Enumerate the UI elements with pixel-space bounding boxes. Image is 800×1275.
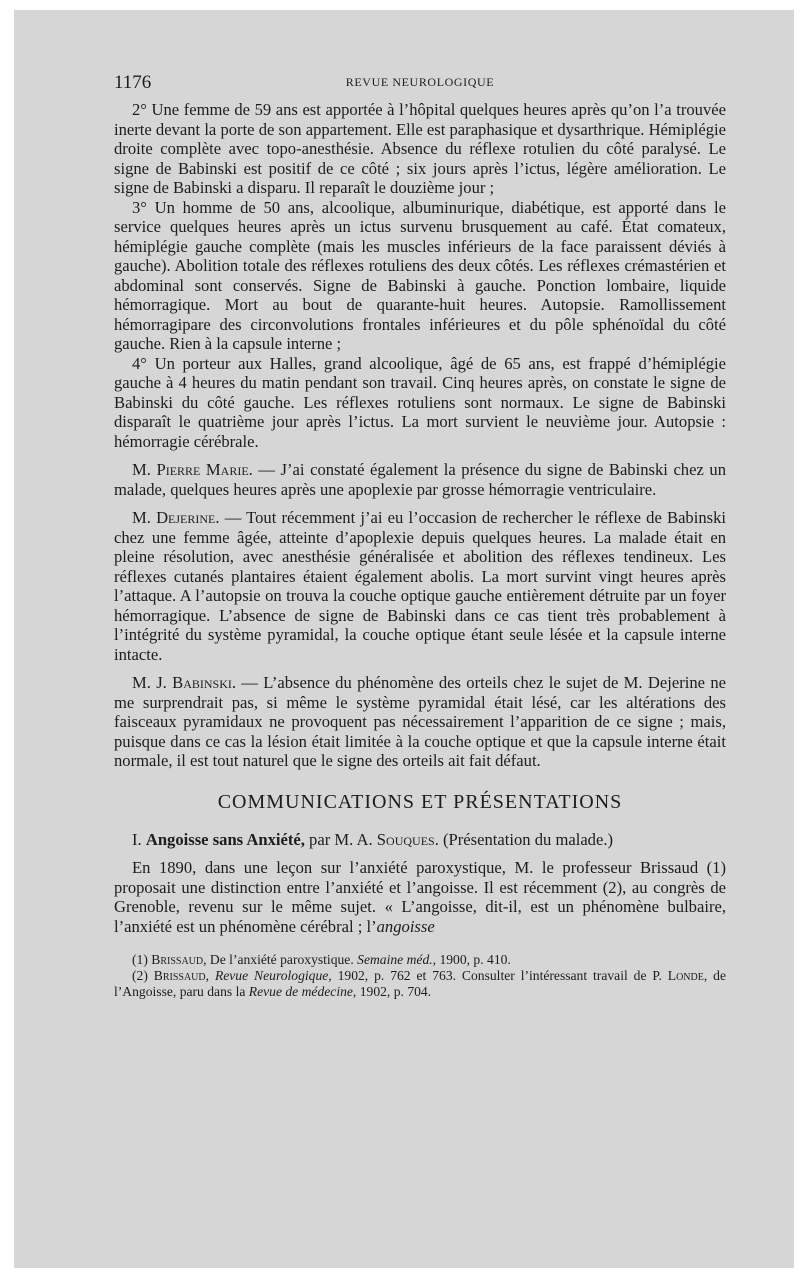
footnote-marker: (1) xyxy=(132,952,152,967)
footnote-text: 1902, p. 762 et 763. Consulter l’intéressant travail de P. xyxy=(331,968,668,983)
footnote-author: Brissaud, xyxy=(153,968,210,983)
footnotes xyxy=(114,952,726,1000)
paragraph-babinski xyxy=(114,673,726,771)
paragraph-case-2: 2° Une femme de 59 ans est apportée à l’hôpital quelques heures après qu’on l’a trouvée inerte devant la porte de son appartement. Elle est paraphasique et dysarthrique. Hémiplégie droite complète avec topo-anesthésie. Absence du réflexe rotulien du côté paralysé. Le signe de Babinski est positif de ce côté ; six jours après l’ictus, légère amélioration. Le signe de Babinski a disparu. Il reparaît le douzième jour ; xyxy=(114,100,726,197)
footnote-rest: 1900, p. 410. xyxy=(436,952,511,967)
running-head xyxy=(114,72,726,94)
page-content xyxy=(114,72,726,1000)
item-note: (Présentation du malade.) xyxy=(438,829,614,849)
page xyxy=(14,10,794,1268)
speaker-name: M. J. Babinski. xyxy=(132,673,237,692)
item-title: Angoisse sans Anxiété, xyxy=(145,829,305,849)
paragraph-pierre-marie xyxy=(114,460,726,499)
section-body xyxy=(114,858,726,936)
body-text: En 1890, dans une leçon sur l’anxiété paroxystique, M. le professeur Brissaud (1) proposait une distinction entre l’anxiété et l’angoisse. Il est récemment (2), au congrès de Grenoble, revenu sur le même sujet. « L’angoisse, dit-il, est un phénomène bulbaire, l’anxiété est un phénomène cérébral ; l’ xyxy=(114,858,726,936)
speaker-name: M. Pierre Marie. xyxy=(132,460,253,479)
footnote-author-2: Londe, xyxy=(667,968,708,983)
item-by: par M. A. xyxy=(304,829,377,849)
footnote-2 xyxy=(114,968,726,1000)
footnote-rest: 1902, p. 704. xyxy=(356,984,432,999)
footnote-1 xyxy=(114,952,726,968)
speaker-text: — J’ai constaté également la présence du signe de Babinski chez un malade, quelques heures après une apoplexie par grosse hémorragie ventriculaire. xyxy=(114,460,726,499)
item-number: I. xyxy=(132,829,142,849)
section-heading: COMMUNICATIONS ET PRÉSENTATIONS xyxy=(217,790,623,813)
speaker-name: M. Dejerine. xyxy=(132,508,220,527)
footnote-journal-2: Revue de médecine, xyxy=(248,984,357,999)
footnote-journal: Revue Neurologique, xyxy=(209,968,332,983)
footnote-author: Brissaud, xyxy=(151,952,207,967)
journal-title: REVUE NEUROLOGIQUE xyxy=(345,75,495,89)
speaker-text: — L’absence du phénomène des orteils chez le sujet de M. Dejerine ne me surprendrait pas, si même le système pyramidal était lésé, car les altérations des faisceaux pyramidaux ne provoquent pas nécessairement l’apparition de ce signe ; mais, puisque dans ce cas la lésion était limitée à la couche optique et que la capsule interne était normale, il est tout naturel que le signe des orteils ait fait défaut. xyxy=(114,673,726,770)
paragraph-dejerine xyxy=(114,508,726,664)
footnote-marker: (2) xyxy=(132,968,154,983)
page-number: 1176 xyxy=(114,72,152,93)
footnote-journal: Semaine méd., xyxy=(357,952,437,967)
body-italic: angoisse xyxy=(376,916,435,936)
footnote-text: De l’anxiété paroxystique. xyxy=(206,952,358,967)
speaker-text: — Tout récemment j’ai eu l’occasion de rechercher le réflexe de Babinski chez une femme âgée, atteinte d’apoplexie depuis quelques heures. La malade était en pleine résolution, avec anesthésie généralisée et abolition des réflexes tendineux. Les réflexes cutanés plantaires étaient également abolis. La mort survint vingt heures après l’attaque. A l’autopsie on trouva la couche optique gauche entièrement détruite par un foyer hémorragique. L’absence de signe de Babinski dans ce cas tient très probablement à l’intégrité du système pyramidal, la couche optique étant seule lésée et la capsule interne intacte. xyxy=(114,508,726,664)
section-item-title xyxy=(114,830,726,850)
item-author: Souques. xyxy=(376,829,439,849)
paragraph-case-4: 4° Un porteur aux Halles, grand alcoolique, âgé de 65 ans, est frappé d’hémiplégie gauche à 4 heures du matin pendant son travail. Cinq heures après, on constate le signe de Babinski du côté gauche. Les réflexes rotuliens sont normaux. Le signe de Babinski disparaît le quatrième jour après l’ictus. La mort survient le neuvième jour. Autopsie : hémorragie cérébrale. xyxy=(114,353,726,451)
paragraph-case-3: 3° Un homme de 50 ans, alcoolique, albuminurique, diabétique, est apporté dans le service quelques heures après un ictus survenu brusquement au café. État comateux, hémiplégie gauche complète (mais les muscles inférieurs de la face paraissent déviés à gauche). Abolition totale des réflexes rotuliens des deux côtés. Les réflexes crémastérien et abdominal sont conservés. Signe de Babinski à gauche. Ponction lombaire, liquide hémorragique. Mort au bout de quarante-huit heures. Autopsie. Ramollissement hémorragipare des circonvolutions frontales inférieures et du pôle sphénoïdal du côté gauche. Rien à la capsule interne ; xyxy=(114,197,726,353)
footnote-text-2: de l’Angoisse, paru dans la xyxy=(114,968,726,999)
